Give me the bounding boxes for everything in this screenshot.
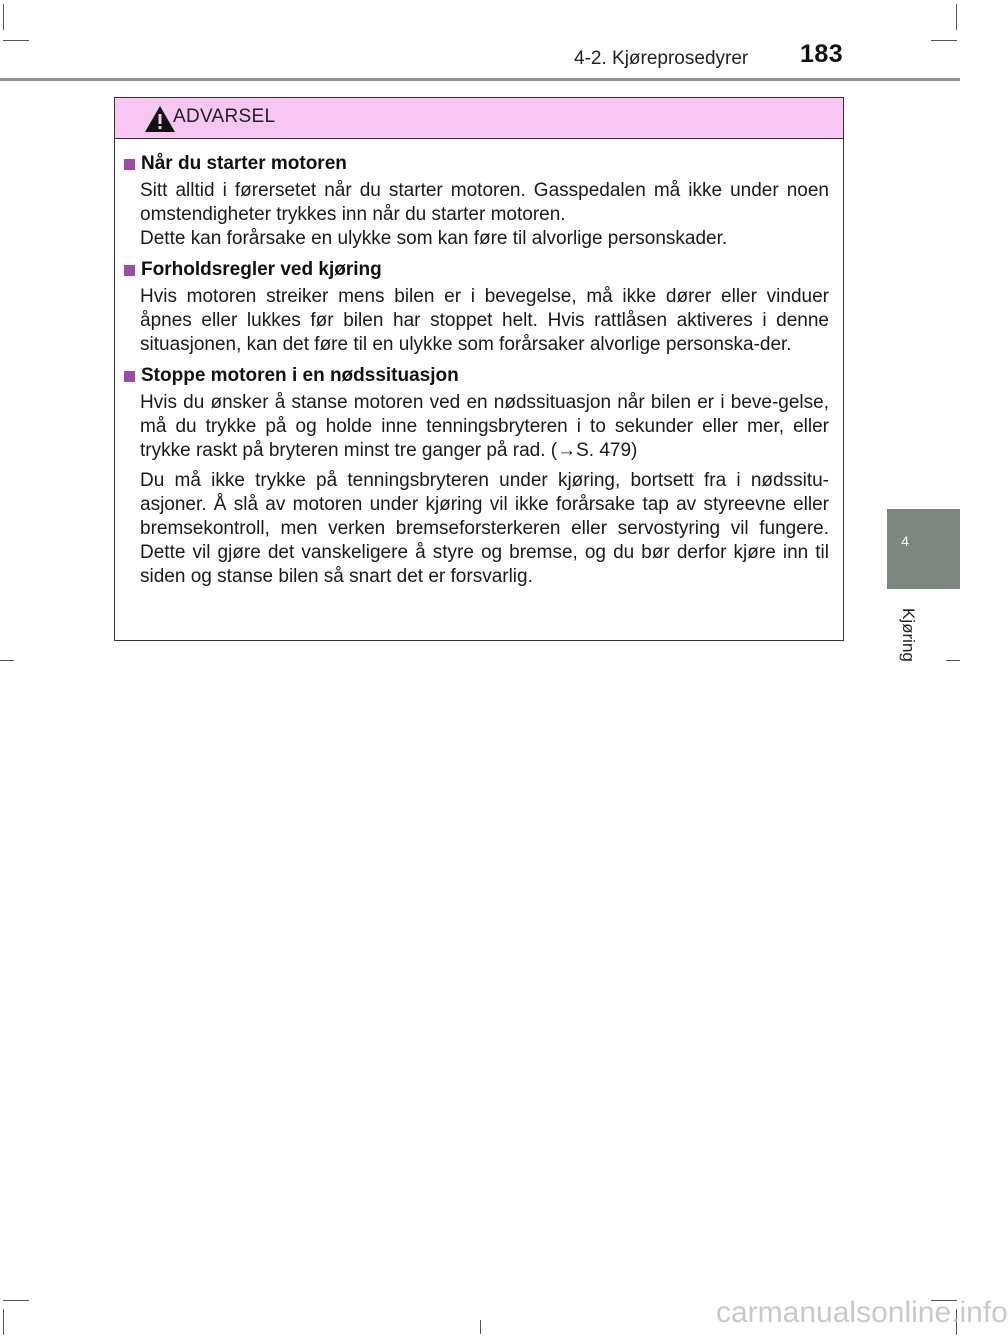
square-bullet-icon [124,371,135,382]
warning-header [115,98,843,139]
header-rule [0,78,960,81]
warning-title: ADVARSEL [173,106,276,127]
watermark-text: carmanualsonline.info [716,1296,1008,1329]
warning-triangle-icon [143,104,177,134]
square-bullet-icon [124,265,135,276]
crop-mark [0,660,14,661]
warning-item [124,363,829,589]
warning-item [124,151,829,251]
chapter-label-container [886,606,926,676]
chapter-number: 4 [901,533,909,549]
watermark [716,1296,1008,1330]
item-heading [124,257,829,283]
item-heading-text: Stoppe motoren i en nødssituasjon [141,365,459,386]
chapter-label: Kjøring [899,608,918,662]
warning-item [124,257,829,357]
crop-mark [946,660,960,661]
paragraph: Hvis du ønsker å stanse motoren ved en nødssituasjon når bilen er i beve-gelse, må du trykke på og holde inne tenningsbryteren i to sekunder eller mer, eller trykke raskt på bryteren minst tre ganger på rad. (→S. 479) [140,392,829,461]
item-heading [124,151,829,177]
chapter-tab [887,509,960,589]
crop-mark [3,1309,4,1335]
item-heading [124,363,829,389]
warning-body [115,139,843,589]
crop-mark [3,1300,29,1301]
paragraph: Hvis motoren streiker mens bilen er i bevegelse, må ikke dører eller vinduer åpnes eller lukkes før bilen har stoppet helt. Hvis rattlåsen aktiveres i denne situasjonen, kan det føre til en ulykke som forårsaker alvorlige personska-der. [140,286,829,355]
page-header [0,0,960,82]
section-title: 4-2. Kjøreprosedyrer [574,48,749,69]
crop-mark [480,1320,481,1334]
item-heading-text: Når du starter motoren [141,153,347,174]
item-heading-text: Forholdsregler ved kjøring [141,259,382,280]
paragraph: Sitt alltid i førersetet når du starter motoren. Gasspedalen må ikke under noen omstendigheter trykkes inn når du starter motoren. [140,180,829,225]
square-bullet-icon [124,159,135,170]
page-number: 183 [800,40,844,68]
warning-box [114,97,844,641]
paragraph: Dette kan forårsake en ulykke som kan føre til alvorlige personskader. [140,228,728,249]
paragraph: Du må ikke trykke på tenningsbryteren under kjøring, bortsett fra i nødssitu-asjoner. Å slå av motoren under kjøring vil ikke forårsake tap av styreevne eller bremsekontroll, men verken bremseforsterkeren eller servostyring vil fungere. Dette vil gjøre det vanskeligere å styre og bremse, og du bør derfor kjøre inn til siden og stanse bilen så snart det er forsvarlig. [140,470,829,587]
